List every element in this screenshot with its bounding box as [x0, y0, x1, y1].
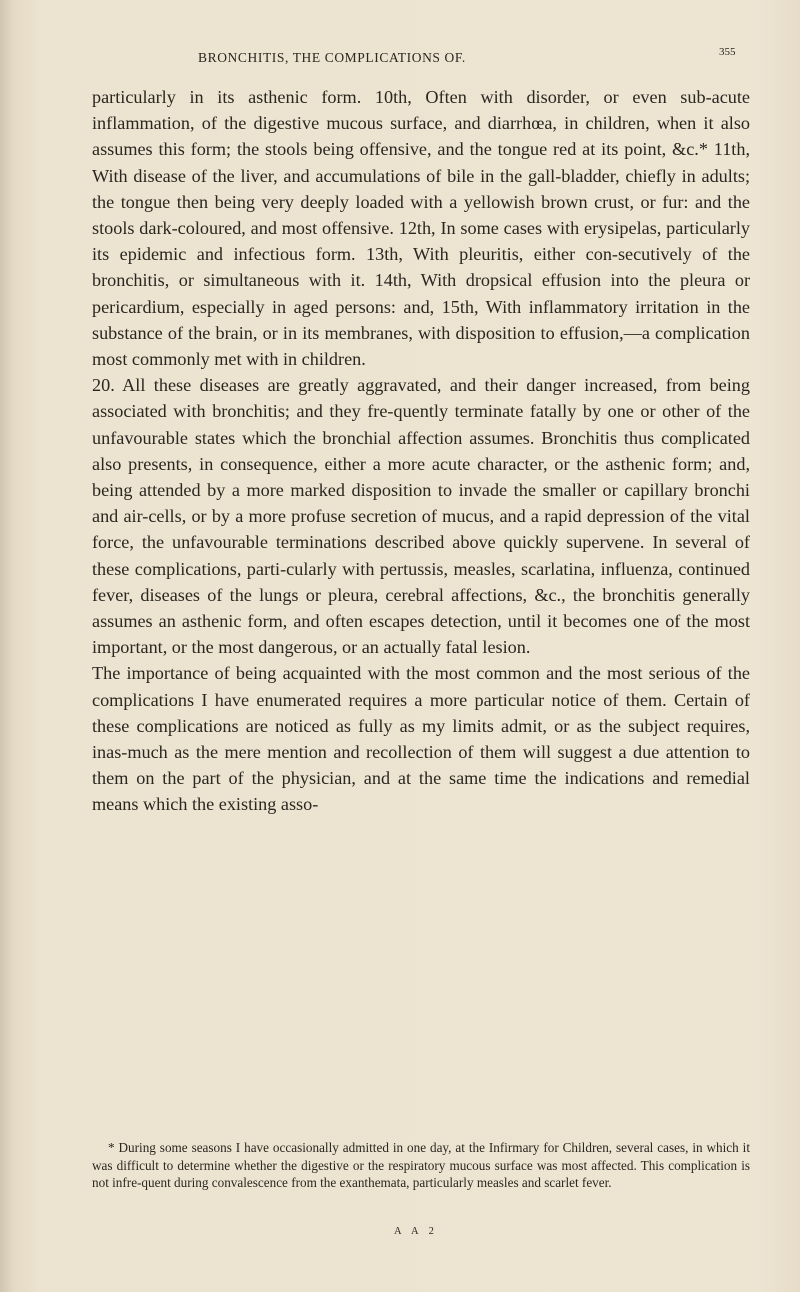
page-number: 355: [719, 46, 736, 58]
body-text: [92, 84, 750, 818]
page-header: [0, 46, 800, 68]
running-head: BRONCHITIS, THE COMPLICATIONS OF.: [198, 50, 466, 65]
paragraph-3: The importance of being acquainted with the most common and the most serious of the complications I have enumerated requires a more particular notice of them. Certain of these complications are noticed as fully as my limits admit, or as the subject requires, inas-much as the mere mention and recollection of them will suggest a due attention to them on the part of the physician, and at the same time the indications and remedial means which the existing asso-: [92, 663, 750, 815]
footnote: * During some seasons I have occasionally admitted in one day, at the Infirmary for Children, several cases, in which it was difficult to determine whether the digestive or the respiratory mucous surface was most affected. This complication is not infre-quent during convalescence from the exanthemata, particularly measles and scarlet fever.: [92, 1140, 750, 1191]
paragraph-1: particularly in its asthenic form. 10th, Often with disorder, or even sub-acute inflammation, of the digestive mucous surface, and diarrhœa, in children, when it also assumes this form; the stools being offensive, and the tongue red at its point, &c.* 11th, With disease of the liver, and accumulations of bile in the gall-bladder, chiefly in adults; the tongue then being very deeply loaded with a yellowish brown crust, or fur: and the stools dark-coloured, and most offensive. 12th, In some cases with erysipelas, particularly its epidemic and infectious form. 13th, With pleuritis, either con-secutively of the bronchitis, or simultaneous with it. 14th, With dropsical effusion into the pleura or pericardium, especially in aged persons: and, 15th, With inflammatory irritation in the substance of the brain, or in its membranes, with disposition to effusion,—a complication most commonly met with in children.: [92, 87, 750, 370]
printer-signature: A A 2: [394, 1226, 438, 1237]
paragraph-2: 20. All these diseases are greatly aggravated, and their danger increased, from being associated with bronchitis; and they fre-quently terminate fatally by one or other of the unfavourable states which the bronchial affection assumes. Bronchitis thus complicated also presents, in consequence, either a more acute character, or the asthenic form; and, being attended by a more marked disposition to invade the smaller or capillary bronchi and air-cells, or by a more profuse secretion of mucus, and a rapid depression of the vital force, the unfavourable terminations described above quickly supervene. In several of these complications, parti-cularly with pertussis, measles, scarlatina, influenza, continued fever, diseases of the lungs or pleura, cerebral affections, &c., the bronchitis generally assumes an asthenic form, and often escapes detection, until it becomes one of the most important, or the most dangerous, or an actually fatal lesion.: [92, 375, 750, 658]
